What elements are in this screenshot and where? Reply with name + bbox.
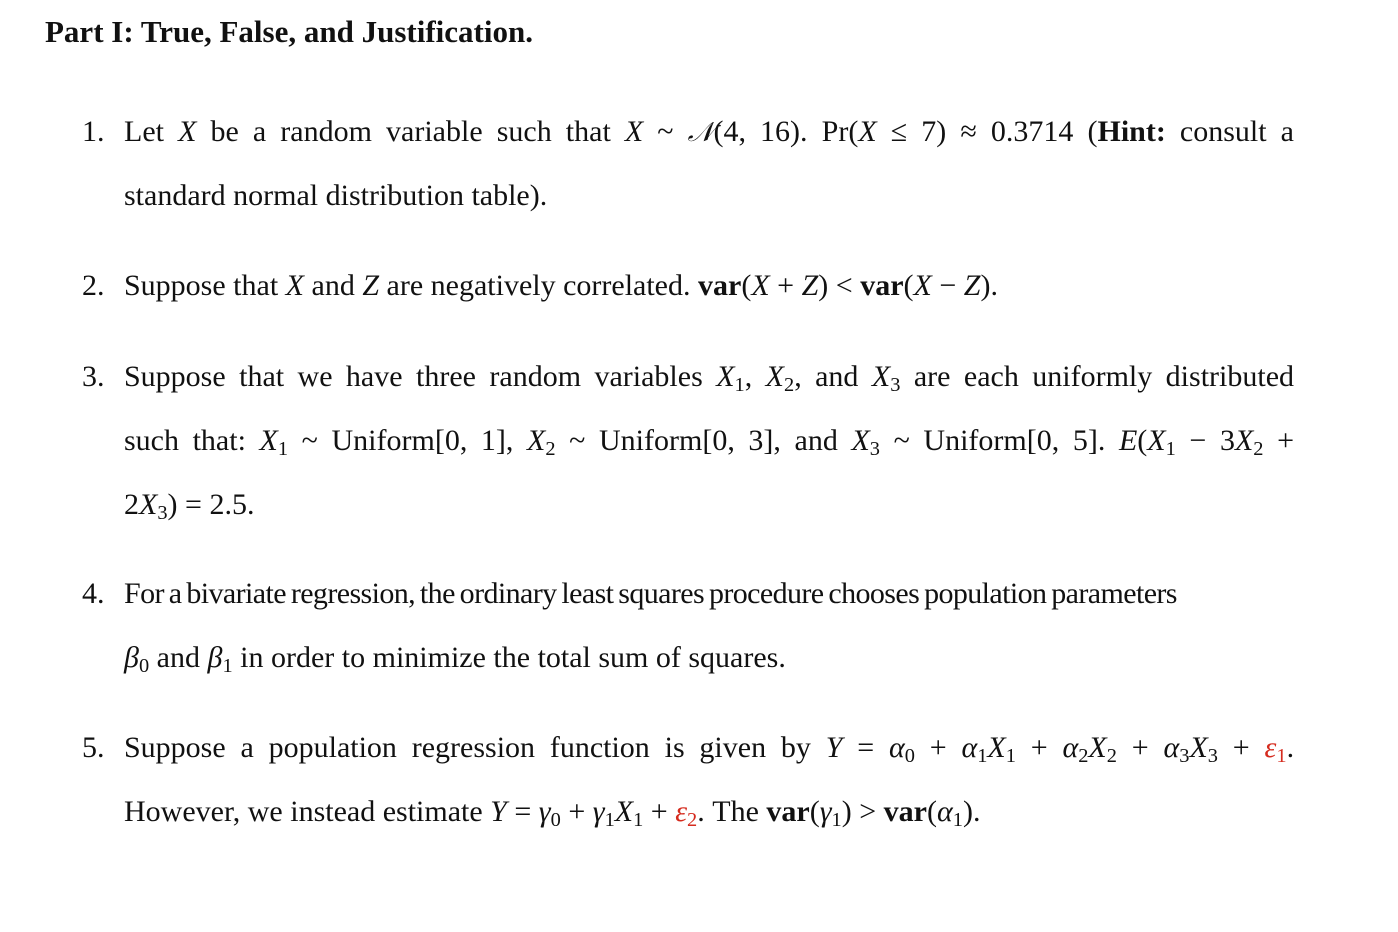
question-number: 2. — [82, 269, 105, 302]
question-5-line-2: However, we instead estimate $Y = \gamma_0 + \gamma_1X_1 + \varepsilon_2$. The $var(\gamma_1) > var(\alpha_1)$. — [124, 795, 981, 832]
question-number: 4. — [82, 577, 105, 610]
question-number: 1. — [82, 115, 105, 148]
question-number: 5. — [82, 731, 105, 764]
error-term-1: $\varepsilon_1$ — [1264, 731, 1287, 768]
question-5-line-1: Suppose a population regression function is given by $Y = \alpha_0 + \alpha_1X_1 + \alpha_2X_2 + \alpha_3X_3 + \varepsilon_1$. — [124, 731, 1295, 768]
question-4-line-1: For a bivariate regression, the ordinary least squares procedure chooses population parameters — [124, 577, 1177, 610]
question-2-line-1: Suppose that X and Z are negatively correlated. var(X + Z) < var(X − Z). — [124, 269, 998, 302]
question-1-line-2: standard normal distribution table). — [124, 179, 548, 212]
question-3-line-1: Suppose that we have three random variables $X_1$, $X_2$, and $X_3$ are each uniformly distributed — [124, 360, 1295, 397]
question-4-line-2: $\beta_0$ and $\beta_1$ in order to minimize the total sum of squares. — [124, 641, 786, 678]
section-heading: Part I: True, False, and Justification. — [45, 14, 533, 49]
question-number: 3. — [82, 360, 105, 393]
question-1-line-1: Let X be a random variable such that X ~ 𝒩(4, 16). Pr(X ≤ 7) ≈ 0.3714 (Hint: consult a — [124, 115, 1294, 148]
question-3-line-3: $2X_3) = 2.5$. — [124, 488, 255, 525]
question-3-line-2: such that: $X_1$ ~ Uniform[0, 1], $X_2$ ~ Uniform[0, 3], and $X_3$ ~ Uniform[0, 5]. $E(X_1 - 3X_2$ + — [124, 424, 1295, 461]
error-term-2: $\varepsilon_2$ — [675, 795, 698, 832]
